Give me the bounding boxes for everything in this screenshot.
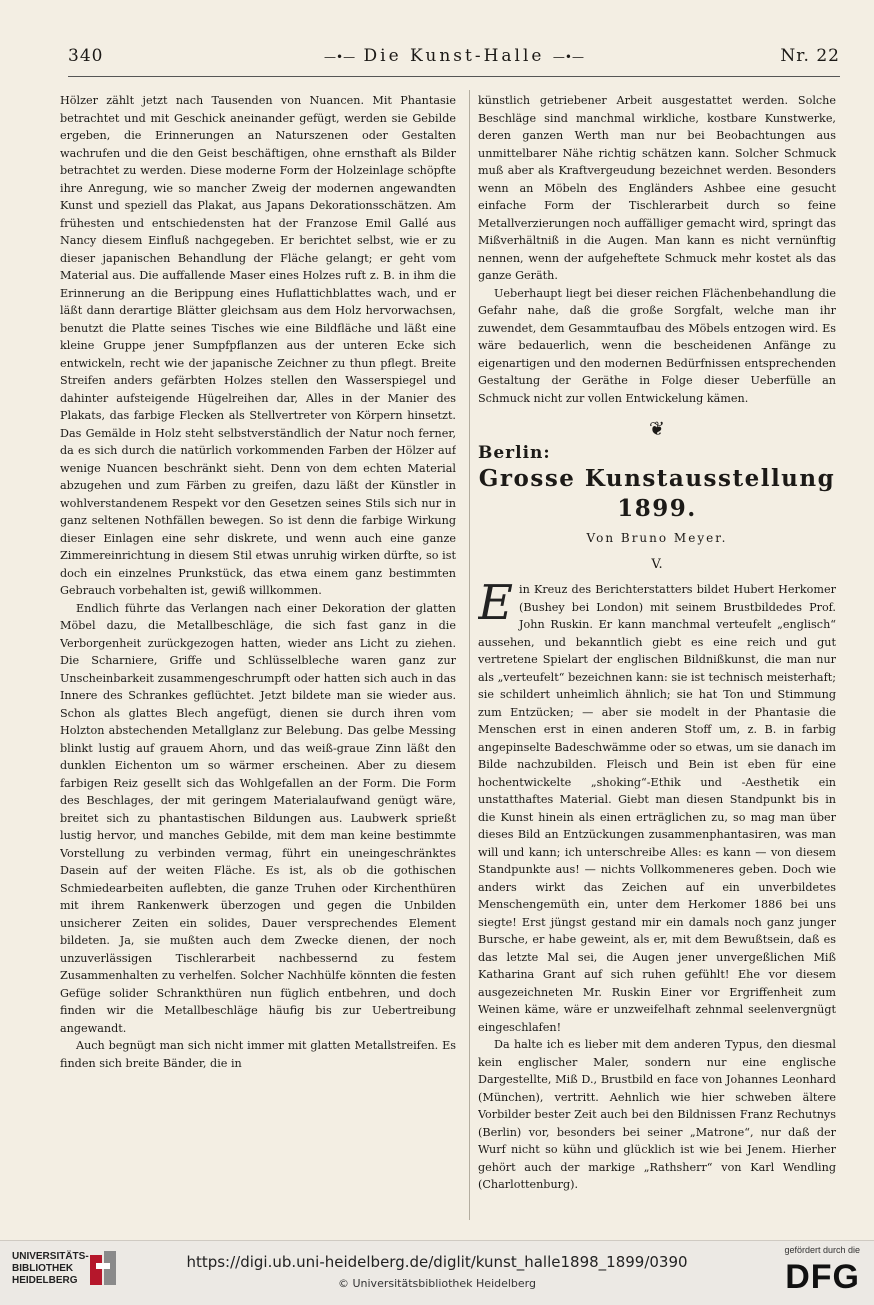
permalink-url[interactable]: https://digi.ub.uni-heidelberg.de/diglit/kunst_halle1898_1899/0390: [186, 1253, 688, 1271]
library-logo-text: UNIVERSITÄTS- BIBLIOTHEK HEIDELBERG: [12, 1251, 89, 1286]
paragraph: Hölzer zählt jetzt nach Tausenden von Nuancen. Mit Phantasie betrachtet und mit Geschick aneinander gefügt, werden sie Gebilde ergeben, die Erinnerungen an Naturszenen oder Gestalten wachrufen und die den Geist beschäftigen, ohne ernsthaft als Bilder betrachtet zu werden. Diese moderne Form der Holzeinlage schöpfte ihre Anregung, wie so mancher Zweig der modernen angewandten Kunst und speziell das Plakat, aus Japans Dekorationsschätzen. Am frühesten und entschiedensten hat der Franzose Emil Gallé aus Nancy diesem Einfluß nachgegeben. Er berichtet selbst, wie er zu dieser japanischen Behandlung der Fläche gelangt; er geht vom Material aus. Die auffallende Maser eines Holzes ruft z. B. in ihm die Erinnerung an die Berippung eines Huflattichblattes wach, und er läßt dann derartige Blätter gleichsam aus dem Holz hervorwachsen, benutzt die Platte seines Tisches wie eine Bildfläche und läßt eine kleine Gruppe jener Sumpfpflanzen aus der unteren Ecke sich entwickeln, recht wie der japanische Zeichner zu thun pflegt. Breite Streifen anders gefärbten Holzes stellen den Wasserspiegel und dahinter aufsteigende Hügelreihen dar, Alles in der Manier des Plakats, das farbige Flecken als Stellvertreter von Körpern hinsetzt. Das Gemälde in Holz steht selbstverständlich der Natur noch ferner, da es sich durch die natürlich vorkommenden Farben der Hölzer auf wenige Nuancen beschränkt sieht. Denn von dem echten Material abzugehen und zum Färben zu greifen, dazu läßt der Künstler in wohlverstandenem Respekt vor den Gesetzen seines Stils sich nur in ganz seltenen Nothfällen bewegen. So ist denn die farbige Wirkung dieser Einlagen eine sehr diskrete, und wenn auch eine ganze Zimmereinrichtung in diesem Stil etwas unruhig wirken dürfte, so ist doch ein einzelnes Prunkstück, das etwa einem ganz bestimmten Gebrauch vorbehalten ist, gewiß willkommen.: [60, 94, 456, 597]
running-title-text: Die Kunst-Halle: [363, 46, 545, 66]
funder-caption: gefördert durch die: [784, 1245, 860, 1255]
paragraph-text: in Kreuz des Berichterstatters bildet Hubert Herkomer (Bushey bei London) mit seinem Brustbildedes Prof. John Ruskin. Er kann manchmal verteufelt „englisch“ aussehen, und bekanntlich giebt es eine reich und gut vertretene Spielart der englischen Bildnißkunst, die man nur als „verteufelt“ bezeichnen kann: sie ist technisch meisterhaft; sie schildert unheimlich ähnlich; sie hat Ton und Stimmung zum Entzücken; — aber sie modelt in der Phantasie die Menschen erst in einen anderen Stoff um, z. B. in farbig angepinselte Badeschwämme oder so etwas, um sie danach im Bilde nachzubilden. Fleisch und Bein ist eben für eine hochentwickelte „shoking“-Ethik und -Aesthetik ein unstatthaftes Material. Giebt man diesen Standpunkt bis in die Kunst hinein als einen erträglichen zu, so mag man über dieses Bild an Entzückungen zusammenphantasiren, was man will und kann; ich unterschreibe Alles: es kann — von diesem Standpunkte aus! — nichts Vollkommeneres geben. Doch wie anders wirkt das Zeichen auf ein unverbildetes Menschengemüth ein, unter dem Herkomer 1886 bei uns siegte! Erst jüngst gestand mir ein damals noch ganz junger Bursche, er habe geweint, als er, mit dem Bewußtsein, daß es das letzte Mal sei, die Augen jener unvergeßlichen Miß Katharina Grant auf sich ruhen gefühlt! Ehe vor diesem ausgezeichneten Mr. Ruskin Einer vor Ergriffenheit zum Weinen käme, wäre er unzweifelhaft zehnmal seelenvergnügt eingeschlafen!: [478, 583, 836, 1034]
article-author: Von Bruno Meyer.: [586, 531, 728, 545]
paragraph: [478, 575, 836, 1036]
copyright-notice: © Universitätsbibliothek Heidelberg: [337, 1277, 536, 1290]
page-header: [68, 42, 840, 76]
dfg-logo: DFG: [785, 1258, 860, 1296]
section-number: V.: [651, 556, 663, 572]
page-number: 340: [68, 46, 104, 66]
issue-number: Nr. 22: [780, 46, 840, 66]
fleuron-icon: ❦: [649, 418, 665, 440]
ornament-right-icon: —•—: [552, 50, 584, 64]
paragraph: Endlich führte das Verlangen nach einer Dekoration der glatten Möbel dazu, die Metallbeschläge, die sich fast ganz in die Verborgenheit zurückgezogen hatten, wieder ans Licht zu ziehen. Die Scharniere, Griffe und Schlüsselbleche waren ganz zur Unscheinbarkeit zusammengeschrumpft oder hatten sich auch in das Innere des Schrankes geflüchtet. Jetzt bildete man sie wieder aus. Schon als glattes Blech angefügt, dienen sie durch ihren vom Holzton abstechenden Metallglanz zur Belebung. Das gelbe Messing blinkt lustig auf grauem Ahorn, und das weiß-graue Zinn läßt den dunklen Eichenton um so wärmer erscheinen. Aber zu diesem farbigen Reiz gesellt sich das Wohlgefallen an der Form. Die Form des Beschlages, der mit geringem Materialaufwand genügt wäre, breitet sich zu phantastischen Bildungen aus. Laubwerk sprießt lustig hervor, und manches Gebilde, mit dem man keine bestimmte Vorstellung zu verbinden vermag, führt ein uneingeschränktes Dasein auf der weiten Fläche. Es ist, als ob die gothischen Schmiedearbeiten auflebten, die ganze Truhen oder Kirchenthüren mit ihrem Rankenwerk überzogen und gegen die Unbilden unsicherer Zeiten ein solides, Dauer versprechendes Element bildeten. Ja, sie mußten auch dem Zwecke dienen, der noch unzuverlässigen Tischlerarbeit nachbessernd zu festem Zusammenhalten zu verhelfen. Solcher Nachhülfe könnten die festen Gefüge solider Schrankthüren nun füglich entbehren, und doch finden wir die Metallbeschläge häufig bis zur Uebertreibung angewandt.: [60, 601, 456, 1035]
paragraph: Auch begnügt man sich nicht immer mit glatten Metallstreifen. Es finden sich breite Bänder, die in: [60, 1039, 456, 1070]
article-headline: Grosse Kunstausstellung 1899.: [478, 465, 836, 522]
paragraph: Ueberhaupt liegt bei dieser reichen Flächenbehandlung die Gefahr nahe, daß die große Sorgfalt, welche man ihr zuwendet, dem Gesammtaufbau des Möbels entzogen wird. Es wäre bedauerlich, wenn die bescheidenen Anfänge zu eigenartigen und den modernen Bedürfnissen entsprechenden Gestaltung der Geräthe in Folge dieser Ueberfülle an Schmuck nicht zur vollen Entwickelung kämen.: [478, 286, 836, 405]
viewer-footer: [0, 1240, 874, 1305]
paragraph: künstlich getriebener Arbeit ausgestattet werden. Solche Beschläge sind manchmal wirkliche, kostbare Kunstwerke, deren ganzen Werth man nur bei Beobachtungen aus unmittelbarer Nähe richtig schätzen kann. Solcher Schmuck muß aber als Kraftvergeudung bezeichnet werden. Besonders wenn an Möbeln des Engländers Ashbee eine gesucht einfache Form der Tischlerarbeit durch so feine Metallverzierungen noch auffälliger gemacht wird, springt das Mißverhältniß in die Augen. Man kann es nicht vernünftig nennen, wenn der aufgeheftete Schmuck mehr kostet als das ganze Geräth.: [478, 94, 836, 282]
right-column: [478, 92, 836, 1224]
header-rule: [68, 76, 840, 77]
paragraph: Da halte ich es lieber mit dem anderen Typus, den diesmal kein englischer Maler, sondern nur eine englische Dargestellte, Miß D., Brustbild en face von Johannes Leonhard (München), vertritt. Aehnlich wie hier schweben ältere Vorbilder bester Zeit auch bei den Bildnissen Franz Rechutnys (Berlin) vor, besonders bei seiner „Matrone“, nur daß der Wurf nicht so kühn und glücklich ist wie bei Jenem. Hierher gehört auch der markige „Rathsherr“ von Karl Wendling (Charlottenburg).: [478, 1038, 836, 1191]
running-title: [68, 46, 840, 66]
left-column: [60, 92, 456, 1224]
drop-cap: E: [478, 575, 514, 631]
ornament-left-icon: —•—: [324, 50, 356, 64]
column-separator: [469, 90, 470, 1220]
article-city: Berlin:: [478, 442, 551, 463]
